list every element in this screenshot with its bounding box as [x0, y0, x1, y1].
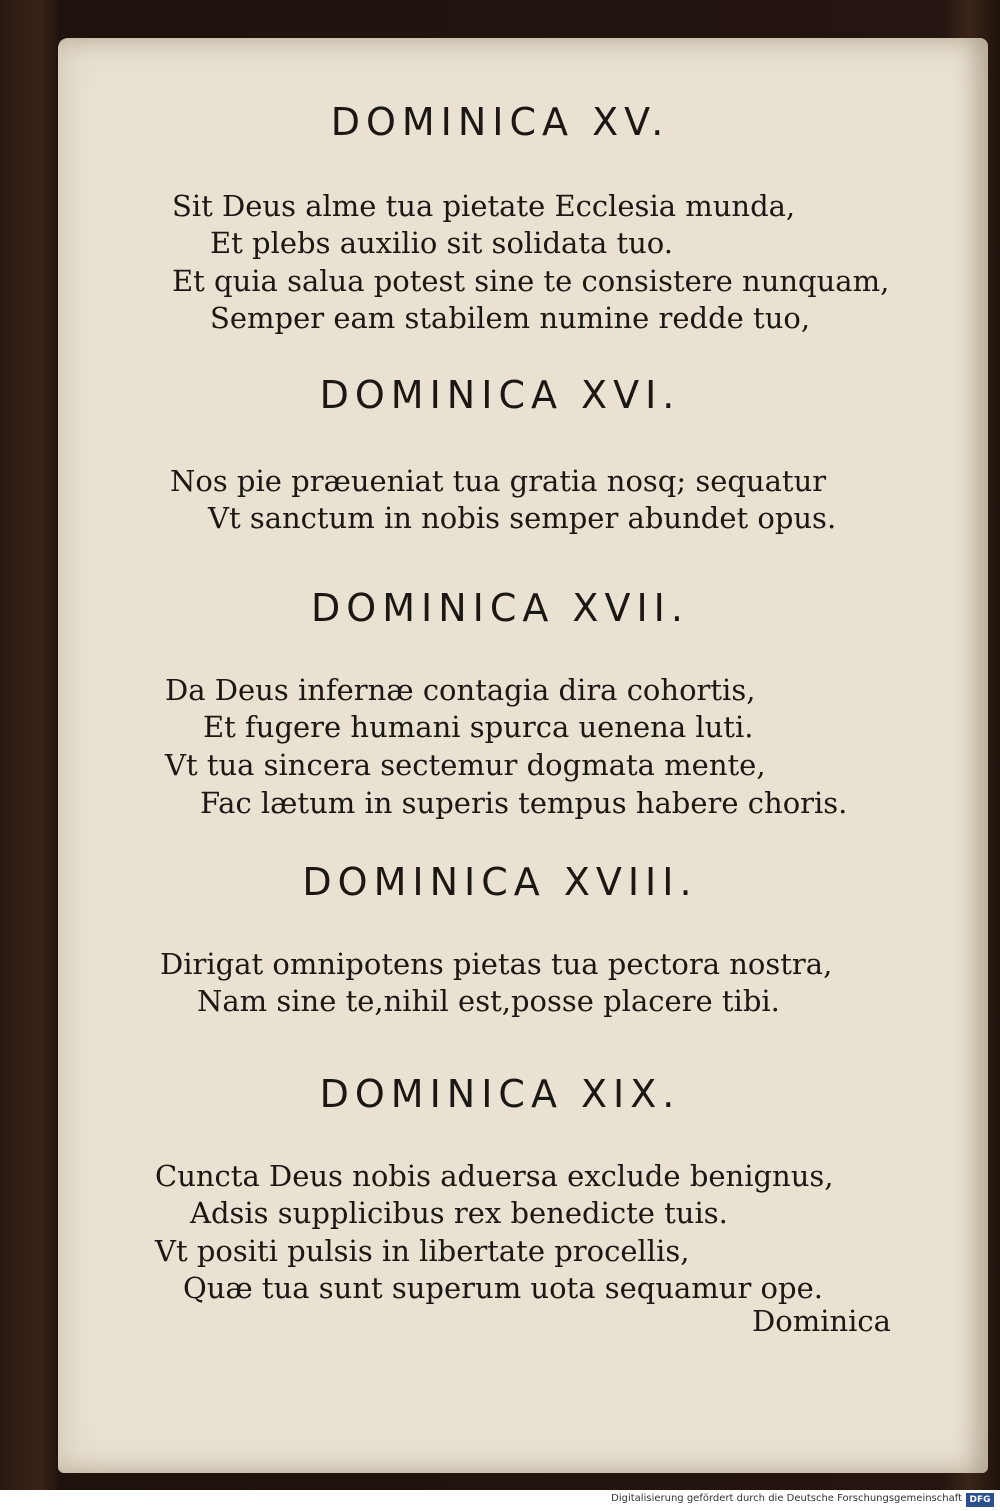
verse-line: Da Deus infernæ contagia dira cohortis,	[165, 673, 756, 707]
footer-bar	[0, 1490, 1000, 1511]
dfg-logo-icon: DFG	[966, 1493, 994, 1507]
verse-line: Fac lætum in superis tempus habere choris.	[200, 786, 848, 820]
verse-line: Vt tua sincera sectemur dogmata mente,	[165, 748, 766, 782]
verse-line: Et quia salua potest sine te consistere nunquam,	[172, 264, 890, 298]
verse-line: Adsis supplicibus rex benedicte tuis.	[190, 1196, 728, 1230]
verse-line: Et plebs auxilio sit solidata tuo.	[210, 226, 673, 260]
verse-line: Sit Deus alme tua pietate Ecclesia munda,	[172, 189, 796, 223]
verse-line: Cuncta Deus nobis aduersa exclude benignus,	[155, 1159, 834, 1193]
verse-line: Et fugere humani spurca uenena luti.	[203, 710, 754, 744]
verse-line: Vt sanctum in nobis semper abundet opus.	[208, 501, 837, 535]
verse-line: Quæ tua sunt superum uota sequamur ope.	[183, 1271, 823, 1305]
section-heading: DOMINICA XIX.	[319, 1072, 681, 1116]
section-heading: DOMINICA XVIII.	[302, 860, 698, 904]
verse-line: Nos pie præueniat tua gratia nosq; sequatur	[170, 464, 827, 498]
catchword: Dominica	[752, 1304, 891, 1338]
verse-line: Semper eam stabilem numine redde tuo,	[210, 301, 811, 335]
section-heading: DOMINICA XVI.	[319, 373, 681, 417]
section-heading: DOMINICA XV.	[330, 100, 670, 144]
section-heading: DOMINICA XVII.	[311, 586, 689, 630]
verse-line: Dirigat omnipotens pietas tua pectora nostra,	[160, 947, 833, 981]
verse-line: Nam sine te,nihil est,posse placere tibi.	[197, 984, 780, 1018]
footer-credit-text: Digitalisierung gefördert durch die Deutsche Forschungsgemeinschaft	[611, 1493, 962, 1504]
verse-line: Vt positi pulsis in libertate procellis,	[155, 1234, 690, 1268]
